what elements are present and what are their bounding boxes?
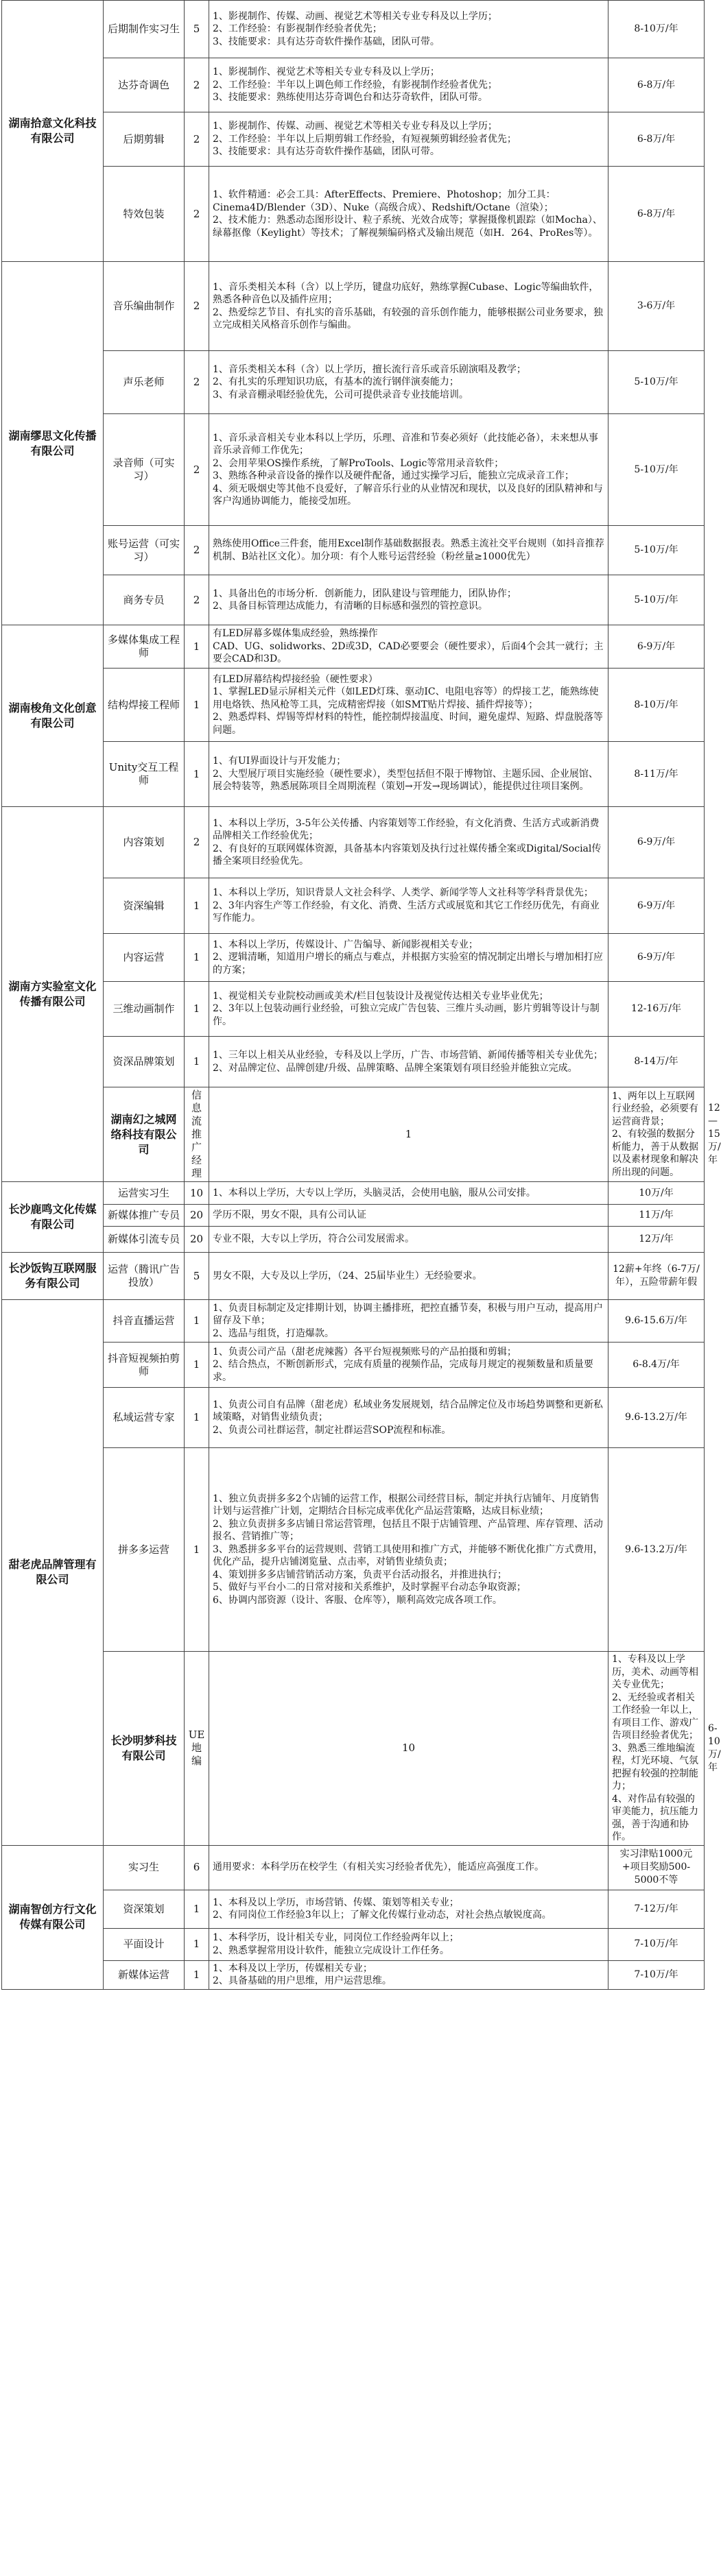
table-row [2, 934, 705, 982]
requirements-text: 1、音乐录音相关专业本科以上学历，乐理、音准和节奏必须好（此技能必备），未来想从事音乐录音师工作优先； 2、会用苹果OS操作系统，了解ProTools、Logic等常用录音软件； 3、熟练各种录音设备的操作以及硬件配备，通过实操学习后，能独立完成录音工作； 4、须无吸烟史等其他不良爱好，了解音乐行业的从业情况和现状，以及良好的团队精神和与客户沟通协调能力，能接受加班。 [209, 414, 608, 526]
table-row [2, 1300, 705, 1343]
headcount: 2 [185, 414, 209, 526]
headcount: 2 [185, 167, 209, 262]
position-title: 抖音直播运营 [104, 1300, 185, 1343]
headcount: 1 [185, 1890, 209, 1928]
table-row [2, 1388, 705, 1448]
headcount: 2 [185, 351, 209, 414]
salary-range: 8-14万/年 [608, 1037, 705, 1087]
salary-range: 6-9万/年 [608, 878, 705, 934]
headcount: 1 [185, 982, 209, 1037]
headcount: 1 [185, 878, 209, 934]
requirements-text: 1、软件精通：必会工具：AfterEffects、Premiere、Photoshop；加分工具：Cinema4D/Blender（3D）、Nuke（高级合成）、Redshift/Octane（渲染）； 2、技术能力：熟悉动态图形设计、粒子系统、光效合成等；掌握摄像机跟踪（如Mocha）、绿幕抠像（Keylight）等技术；了解视频编码格式及输出规范（如H．264、ProRes等）。 [209, 167, 608, 262]
headcount: 1 [209, 1087, 608, 1182]
salary-range: 8-11万/年 [608, 742, 705, 807]
company-name: 长沙鹿鸣文化传媒有限公司 [2, 1182, 104, 1253]
position-title: 特效包装 [104, 167, 185, 262]
requirements-text: 通用要求：本科学历在校学生（有相关实习经验者优先），能适应高强度工作。 [209, 1845, 608, 1890]
table-row [2, 526, 705, 575]
headcount: 1 [185, 1343, 209, 1388]
position-title: 资深品牌策划 [104, 1037, 185, 1087]
table-row [2, 1343, 705, 1388]
salary-range: 6-9万/年 [608, 625, 705, 669]
position-title: 新媒体运营 [104, 1960, 185, 1989]
position-title: 内容策划 [104, 807, 185, 878]
headcount: 2 [185, 807, 209, 878]
table-row [2, 982, 705, 1037]
headcount: 2 [185, 526, 209, 575]
requirements-text: 专业不限，大专以上学历，符合公司发展需求。 [209, 1227, 608, 1253]
position-title: 资深策划 [104, 1890, 185, 1928]
salary-range: 5-10万/年 [608, 351, 705, 414]
requirements-text: 1、音乐类相关本科（含）以上学历，键盘功底好，熟练掌握Cubase、Logic等编曲软件，熟悉各种音色以及插件应用； 2、热爱综艺节目、有扎实的音乐基础，有较强的音乐创作能力，能够根据公司业务要求，独立完成相关风格音乐创作与编曲。 [209, 262, 608, 351]
position-title: 运营实习生 [104, 1182, 185, 1205]
requirements-text: 有LED屏幕多媒体集成经验，熟练操作 CAD、UG、solidworks、2D或3D，CAD必要要会（硬性要求），后面4个会其一就行；主要会CAD和3D。 [209, 625, 608, 669]
headcount: 1 [185, 1448, 209, 1652]
requirements-text: 1、音乐类相关本科（含）以上学历，擅长流行音乐或音乐剧演唱及教学； 2、有扎实的乐理知识功底，有基本的流行钢伴演奏能力； 3、有录音棚录唱经验优先，公司可提供录音专业技能培训。 [209, 351, 608, 414]
headcount: 1 [185, 625, 209, 669]
headcount: 1 [185, 1037, 209, 1087]
company-name: 长沙明梦科技有限公司 [104, 1652, 185, 1846]
position-title: 内容运营 [104, 934, 185, 982]
position-title: 声乐老师 [104, 351, 185, 414]
position-title: 三维动画制作 [104, 982, 185, 1037]
salary-range: 实习津贴1000元+项目奖励500-5000不等 [608, 1845, 705, 1890]
salary-range: 9.6-13.2万/年 [608, 1388, 705, 1448]
company-name: 湖南方实验室文化传播有限公司 [2, 807, 104, 1182]
company-name: 甜老虎品牌管理有限公司 [2, 1300, 104, 1846]
requirements-text: 1、本科及以上学历，传媒相关专业； 2、具备基础的用户思维，用户运营思维。 [209, 1960, 608, 1989]
salary-range: 5-10万/年 [608, 526, 705, 575]
position-title: 达芬奇调色 [104, 58, 185, 112]
headcount: 20 [185, 1227, 209, 1253]
table-row [2, 351, 705, 414]
salary-range: 11万/年 [608, 1205, 705, 1227]
table-row [2, 669, 705, 742]
table-row [2, 58, 705, 112]
table-row [2, 414, 705, 526]
requirements-text: 有LED屏幕结构焊接经验（硬性要求） 1、掌握LED显示屏相关元件（如LED灯珠、驱动IC、电阻电容等）的焊接工艺，能熟练使用电烙铁、热风枪等工具，完成精密焊接（如SMT贴片焊接、插件焊接等）； 2、熟悉焊料、焊锡等焊材料的特性，能控制焊接温度、时间，避免虚焊、短路、焊盘脱落等问题。 [209, 669, 608, 742]
headcount: 5 [185, 1253, 209, 1300]
requirements-text: 1、三年以上相关从业经验，专科及以上学历，广告、市场营销、新闻传播等相关专业优先； 2、对品牌定位、品牌创建/升级、品牌策略、品牌全案策划有项目经验并能独立完成。 [209, 1037, 608, 1087]
position-title: 抖音短视频拍剪师 [104, 1343, 185, 1388]
requirements-text: 1、本科及以上学历，市场营销、传媒、策划等相关专业； 2、有同岗位工作经验3年以上；了解文化传媒行业动态，对社会热点敏锐度高。 [209, 1890, 608, 1928]
table-row [2, 262, 705, 351]
position-title: Unity交互工程师 [104, 742, 185, 807]
table-row [2, 1205, 705, 1227]
table-row [2, 1845, 705, 1890]
salary-range: 6-8万/年 [608, 167, 705, 262]
company-name: 湖南幻之城网络科技有限公司 [104, 1087, 185, 1182]
requirements-text: 1、影视制作、传媒、动画、视觉艺术等相关专业专科及以上学历； 2、工作经验：有影视制作经验者优先； 3、技能要求：具有达芬奇软件操作基础，团队可带。 [209, 1, 608, 58]
table-row [2, 1, 705, 58]
table-row [2, 625, 705, 669]
requirements-text: 1、本科以上学历，知识背景人文社会科学、人类学、新闻学等人文社科等学科背景优先； 2、3年内容生产等工作经验，有文化、消费、生活方式或展览和其它工作经历优先，有商业写作能力。 [209, 878, 608, 934]
headcount: 2 [185, 58, 209, 112]
headcount: 1 [185, 1960, 209, 1989]
requirements-text: 1、本科以上学历，大专以上学历，头脑灵活，会使用电脑，服从公司安排。 [209, 1182, 608, 1205]
position-title: 私域运营专家 [104, 1388, 185, 1448]
table-row [2, 575, 705, 625]
requirements-text: 1、本科以上学历，3-5年公关传播、内容策划等工作经验，有文化消费、生活方式或新消费品牌相关工作经验优先； 2、有良好的互联网媒体资源，具备基本内容策划及执行过社媒传播全案或Digital/Social传播全案项目经验优先。 [209, 807, 608, 878]
company-name: 湖南智创方行文化传媒有限公司 [2, 1845, 104, 1989]
requirements-text: 1、两年以上互联网行业经验，必须要有运营商背景； 2、有较强的数据分析能力，善于从数据以及素材现象和解决所出现的问题。 [608, 1087, 705, 1182]
requirements-text: 1、本科学历，设计相关专业，同岗位工作经验两年以上； 2、熟悉掌握常用设计软件，能独立完成设计工作任务。 [209, 1928, 608, 1960]
headcount: 2 [185, 575, 209, 625]
job-listing-body [2, 1, 721, 1990]
table-row [2, 1928, 705, 1960]
headcount: 2 [185, 112, 209, 167]
company-name: 湖南拾意文化科技有限公司 [2, 1, 104, 262]
table-row [2, 1037, 705, 1087]
salary-range: 10万/年 [608, 1182, 705, 1205]
position-title: 运营（腾讯广告投放） [104, 1253, 185, 1300]
requirements-text: 1、负责公司产品（甜老虎辣酱）各平台短视频账号的产品拍摄和剪辑； 2、结合热点，不断创新形式，完成有质量的视频作品，完成每月规定的视频数量和质量要求。 [209, 1343, 608, 1388]
company-name: 湖南梭角文化创意有限公司 [2, 625, 104, 807]
position-title: UE地编 [185, 1652, 209, 1846]
headcount: 1 [185, 934, 209, 982]
salary-range: 6-8.4万/年 [608, 1343, 705, 1388]
headcount: 6 [185, 1845, 209, 1890]
headcount: 1 [185, 1388, 209, 1448]
table-row: 湖南幻之城网络科技有限公司 信息流推广经理 1 1、两年以上互联网行业经验，必须要有运营商背景； 2、有较强的数据分析能力，善于从数据以及素材现象和解决所出现的问题。 12—15万/年 [2, 1087, 705, 1182]
position-title: 音乐编曲制作 [104, 262, 185, 351]
position-title: 后期剪辑 [104, 112, 185, 167]
position-title: 信息流推广经理 [185, 1087, 209, 1182]
table-row [2, 878, 705, 934]
requirements-text: 1、专科及以上学历，美术、动画等相关专业优先； 2、无经验或者相关工作经验一年以上，有项目工作、游戏广告项目经验者优先； 3、熟悉三维地编流程，灯光环境、气氛把握有较强的控制能力； 4、对作品有较强的审美能力，抗压能力强，善于沟通和协作。 [608, 1652, 705, 1846]
salary-range: 9.6-15.6万/年 [608, 1300, 705, 1343]
requirements-text: 1、影视制作、视觉艺术等相关专业专科及以上学历； 2、工作经验：半年以上调色师工作经验，有影视制作经验者优先； 3、技能要求：熟练使用达芬奇调色台和达芬奇软件，团队可带。 [209, 58, 608, 112]
table-row [2, 807, 705, 878]
requirements-text: 1、视觉相关专业院校动画或美术/栏目包装设计及视觉传达相关专业毕业优先； 2、3年以上包装动画行业经验，可独立完成广告包装、三维片头动画，影片剪辑等设计与制作。 [209, 982, 608, 1037]
table-row [2, 112, 705, 167]
requirements-text: 1、有UI界面设计与开发能力； 2、大型展厅项目实施经验（硬性要求），类型包括但不限于博物馆、主题乐园、企业展馆、展会特装等，熟悉展陈项目全周期流程（策划→开发→现场调试），能提供过往项目案例。 [209, 742, 608, 807]
headcount: 1 [185, 742, 209, 807]
table-row [2, 1960, 705, 1989]
position-title: 商务专员 [104, 575, 185, 625]
table-row [2, 1182, 705, 1205]
salary-range: 7-10万/年 [608, 1960, 705, 1989]
headcount: 2 [185, 262, 209, 351]
salary-range: 3-6万/年 [608, 262, 705, 351]
salary-range: 9.6-13.2万/年 [608, 1448, 705, 1652]
position-title: 录音师（可实习） [104, 414, 185, 526]
position-title: 多媒体集成工程师 [104, 625, 185, 669]
requirements-text: 熟练使用Office三件套，能用Excel制作基础数据报表。熟悉主流社交平台规则（如抖音推荐机制、B站社区文化）。加分项：有个人账号运营经验（粉丝量≥1000优先） [209, 526, 608, 575]
salary-range: 7-12万/年 [608, 1890, 705, 1928]
salary-range: 12-16万/年 [608, 982, 705, 1037]
salary-range: 6-9万/年 [608, 807, 705, 878]
position-title: 资深编辑 [104, 878, 185, 934]
requirements-text: 1、影视制作、传媒、动画、视觉艺术等相关专业专科及以上学历； 2、工作经验：半年以上后期剪辑工作经验，有短视频剪辑经验者优先； 3、技能要求：具有达芬奇软件操作基础，团队可带。 [209, 112, 608, 167]
table-row [2, 1890, 705, 1928]
headcount: 1 [185, 1300, 209, 1343]
salary-range: 7-10万/年 [608, 1928, 705, 1960]
table-row [2, 1448, 705, 1652]
requirements-text: 1、负责目标制定及定排期计划，协调主播排班，把控直播节奏，积极与用户互动，提高用户留存及下单； 2、选品与组货，打造爆款。 [209, 1300, 608, 1343]
job-listing-table [1, 0, 721, 1990]
salary-range: 5-10万/年 [608, 414, 705, 526]
requirements-text: 1、负责公司自有品牌（甜老虎）私域业务发展规划，结合品牌定位及市场趋势调整和更新私域策略，对销售业绩负责； 2、负责公司社群运营，制定社群运营SOP流程和标准。 [209, 1388, 608, 1448]
requirements-text: 1、本科以上学历，传媒设计、广告编导、新闻影视相关专业； 2、逻辑清晰，知道用户增长的痛点与难点，并根据方实验室的情况制定出增长与增加相打应的方案； [209, 934, 608, 982]
requirements-text: 1、具备出色的市场分析．创新能力，团队建设与管理能力，团队协作； 2、具备目标管理达成能力，有清晰的目标感和强烈的管控意识。 [209, 575, 608, 625]
table-row [2, 1227, 705, 1253]
table-row [2, 742, 705, 807]
headcount: 1 [185, 1928, 209, 1960]
salary-range: 6-9万/年 [608, 934, 705, 982]
position-title: 拼多多运营 [104, 1448, 185, 1652]
table-row: 长沙明梦科技有限公司 UE地编 10 1、专科及以上学历，美术、动画等相关专业优先； 2、无经验或者相关工作经验一年以上，有项目工作、游戏广告项目经验者优先； 3、熟悉三维地编流程，灯光环境、气氛把握有较强的控制能力； 4、对作品有较强的审美能力，抗压能力强，善于沟通和协作。 6-10万/年 [2, 1652, 705, 1846]
position-title: 后期制作实习生 [104, 1, 185, 58]
salary-range: 12万/年 [608, 1227, 705, 1253]
salary-range: 6-8万/年 [608, 58, 705, 112]
headcount: 20 [185, 1205, 209, 1227]
salary-range: 8-10万/年 [608, 1, 705, 58]
salary-range: 5-10万/年 [608, 575, 705, 625]
requirements-text: 学历不限，男女不限，具有公司认证 [209, 1205, 608, 1227]
position-title: 新媒体推广专员 [104, 1205, 185, 1227]
company-name: 长沙饭钩互联网服务有限公司 [2, 1253, 104, 1300]
position-title: 平面设计 [104, 1928, 185, 1960]
position-title: 实习生 [104, 1845, 185, 1890]
position-title: 新媒体引流专员 [104, 1227, 185, 1253]
headcount: 5 [185, 1, 209, 58]
salary-range: 8-10万/年 [608, 669, 705, 742]
requirements-text: 男女不限，大专及以上学历，（24、25届毕业生）无经验要求。 [209, 1253, 608, 1300]
company-name: 湖南缪思文化传播有限公司 [2, 262, 104, 625]
salary-range: 12薪+年终（6-7万/年），五险带薪年假 [608, 1253, 705, 1300]
headcount: 1 [185, 669, 209, 742]
requirements-text: 1、独立负责拼多多2个店铺的运营工作，根据公司经营目标，制定并执行店铺年、月度销售计划与运营推广计划，定期结合目标完成率优化产品运营策略，达成目标业绩； 2、独立负责拼多多店铺日常运营管理，包括且不限于店铺管理、产品管理、库存管理、活动报名、营销推广等； 3、熟悉拼多多平台的运营规则、营销工具使用和推广方式，并能够不断优化推广方式费用，优化产品，提升店铺浏览量、点击率，对销售业绩负责； 4、策划拼多多店铺营销活动方案，负责平台活动报名，并推进执行； 5、做好与平台小二的日常对接和关系维护，及时掌握平台动态争取资源； 6、协调内部资源（设计、客服、仓库等），顺利高效完成各项工作。 [209, 1448, 608, 1652]
position-title: 结构焊接工程师 [104, 669, 185, 742]
headcount: 10 [185, 1182, 209, 1205]
position-title: 账号运营（可实习） [104, 526, 185, 575]
salary-range: 6-8万/年 [608, 112, 705, 167]
table-row [2, 1253, 705, 1300]
table-row [2, 167, 705, 262]
headcount: 10 [209, 1652, 608, 1846]
